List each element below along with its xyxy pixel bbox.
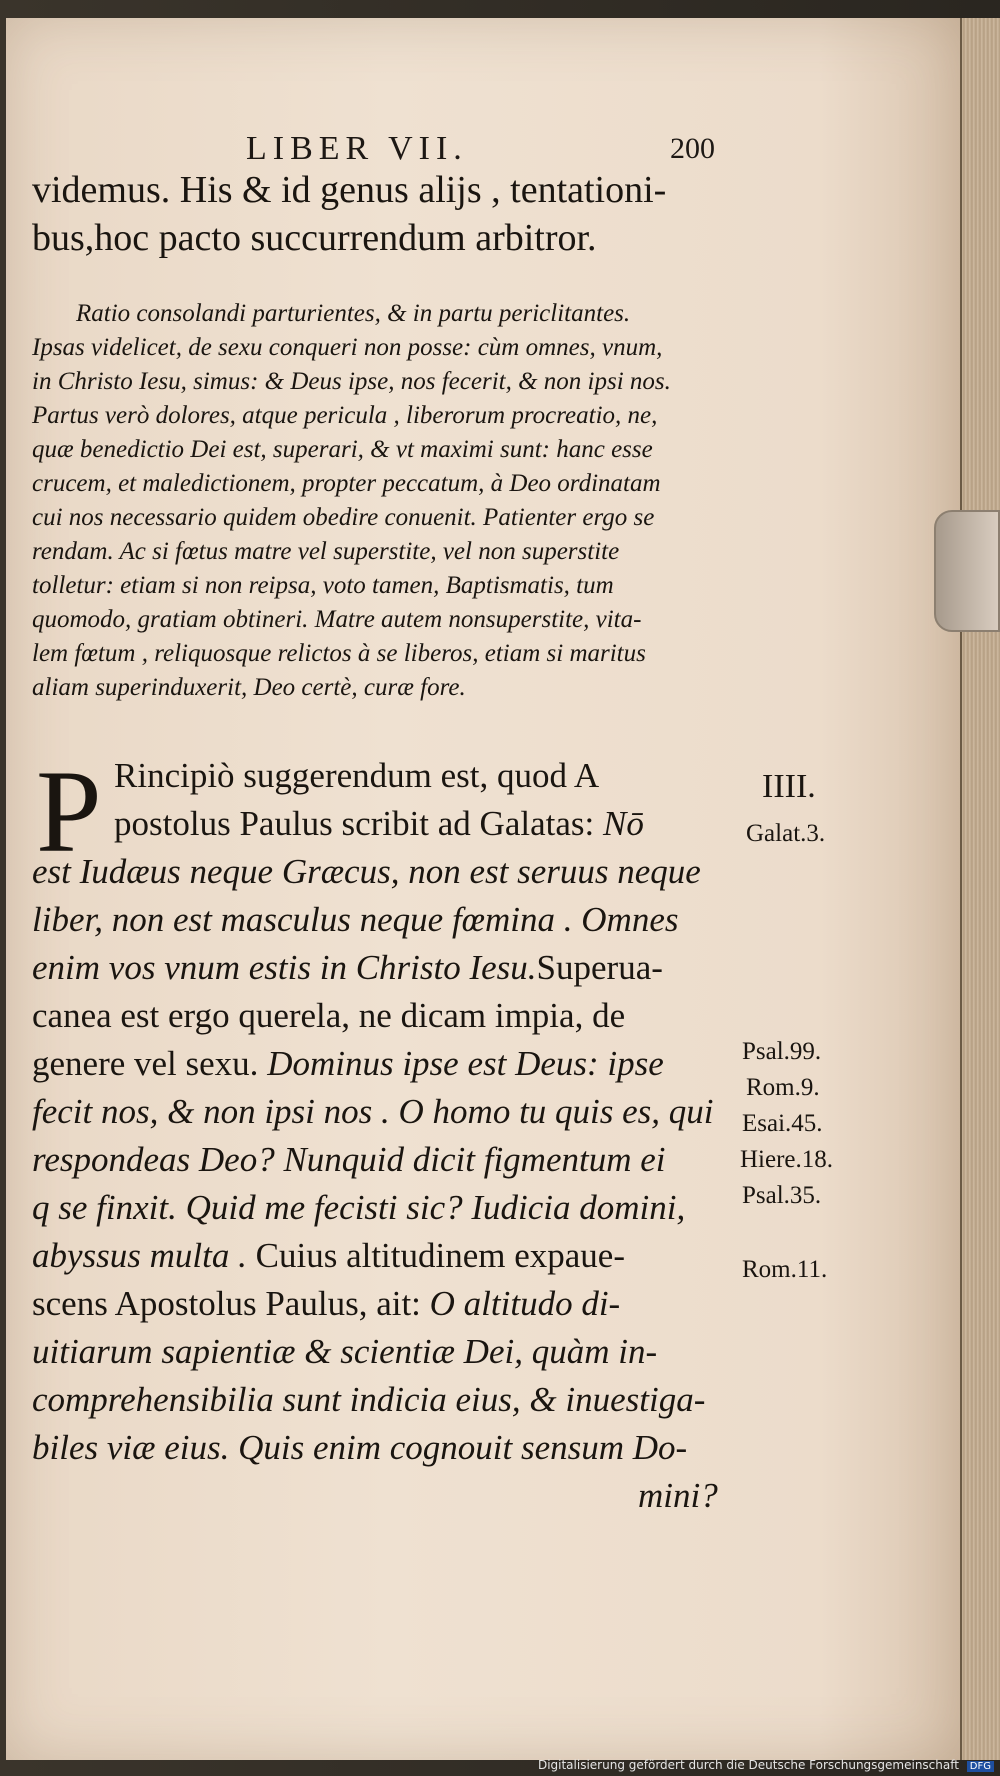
footer-credit bbox=[538, 1758, 994, 1772]
body-line bbox=[32, 852, 701, 892]
summary-line: quomodo, gratiam obtineri. Matre autem nonsuperstite, vita- bbox=[32, 606, 642, 633]
body-line bbox=[114, 756, 599, 796]
page-edge bbox=[960, 18, 1000, 1760]
summary-line: in Christo Iesu, simus: & Deus ipse, nos fecerit, & non ipsi nos. bbox=[32, 368, 671, 395]
body-line bbox=[114, 804, 644, 844]
body-italic: q se finxit. Quid me fecisti sic? Iudicia domini, bbox=[32, 1188, 686, 1227]
body-italic: respondeas Deo? Nunquid dicit figmentum ei bbox=[32, 1140, 666, 1179]
body-line bbox=[32, 1188, 685, 1228]
summary-line: tolletur: etiam si non reipsa, voto tamen, Baptismatis, tum bbox=[32, 572, 614, 599]
summary-line: aliam superinduxerit, Deo certè, curæ fore. bbox=[32, 674, 466, 701]
body-line bbox=[32, 1380, 705, 1420]
body-italic: fecit nos, & non ipsi nos . O homo tu quis es, qui bbox=[32, 1092, 714, 1131]
body-italic: comprehensibilia sunt indicia eius, & inuestiga- bbox=[32, 1380, 706, 1419]
body-line bbox=[32, 1332, 657, 1372]
margin-ref: Galat.3. bbox=[746, 820, 826, 847]
margin-ref: Esai.45. bbox=[742, 1110, 823, 1137]
page-number: 200 bbox=[670, 132, 715, 165]
summary-line: Ratio consolandi parturientes, & in partu periclitantes. bbox=[76, 300, 631, 327]
body-line bbox=[32, 1044, 664, 1084]
margin-ref: Rom.11. bbox=[742, 1256, 828, 1283]
summary-line: quæ benedictio Dei est, superari, & vt maximi sunt: hanc esse bbox=[32, 436, 653, 463]
footer-credit-text: Digitalisierung gefördert durch die Deutsche Forschungsgemeinschaft bbox=[537, 1758, 959, 1772]
body-italic: est Iudæus neque Græcus, non est seruus neque bbox=[32, 852, 701, 891]
body-roman: scens Apostolus Paulus, ait: bbox=[32, 1284, 421, 1323]
margin-ref: Rom.9. bbox=[746, 1074, 820, 1101]
body-italic: Dominus ipse est Deus: ipse bbox=[258, 1044, 664, 1083]
body-roman: postolus Paulus scribit ad Galatas: bbox=[114, 804, 595, 843]
summary-line: lem fœtum , reliquosque relictos à se liberos, etiam si maritus bbox=[32, 640, 646, 667]
book-clip bbox=[934, 510, 1000, 632]
body-line bbox=[32, 1284, 620, 1324]
body-italic: enim vos vnum estis in Christo Iesu. bbox=[32, 948, 537, 987]
body-line bbox=[32, 1236, 625, 1276]
body-roman: Superua- bbox=[536, 948, 663, 987]
body-line bbox=[32, 1140, 666, 1180]
intro-line: videmus. His & id genus alijs , tentationi- bbox=[32, 169, 667, 211]
body-roman: canea est ergo querela, ne dicam impia, de bbox=[32, 996, 626, 1035]
summary-line: cui nos necessario quidem obedire conuenit. Patienter ergo se bbox=[32, 504, 655, 531]
body-roman: Cuius altitudinem expaue- bbox=[246, 1236, 625, 1275]
summary-line: crucem, et maledictionem, propter peccatum, à Deo ordinatam bbox=[32, 470, 661, 497]
book-page bbox=[6, 18, 962, 1760]
margin-ref: Hiere.18. bbox=[740, 1146, 834, 1173]
body-italic: liber, non est masculus neque fœmina . Omnes bbox=[32, 900, 679, 939]
body-line bbox=[32, 1428, 687, 1468]
drop-capital: P bbox=[36, 746, 102, 877]
dfg-logo: DFG bbox=[967, 1761, 994, 1772]
body-italic: abyssus multa . bbox=[32, 1236, 247, 1275]
body-roman: Rincipiò suggerendum est, quod A bbox=[114, 756, 600, 795]
body-line bbox=[32, 996, 625, 1036]
running-head-title: LIBER VII. bbox=[246, 130, 468, 167]
body-line bbox=[32, 1092, 714, 1132]
margin-ref: Psal.99. bbox=[742, 1038, 822, 1065]
intro-line: bus,hoc pacto succurrendum arbitror. bbox=[32, 217, 597, 259]
summary-line: Ipsas videlicet, de sexu conqueri non posse: cùm omnes, vnum, bbox=[32, 334, 663, 361]
summary-line: rendam. Ac si fœtus matre vel superstite, vel non superstite bbox=[32, 538, 620, 565]
body-italic: mini? bbox=[638, 1476, 718, 1515]
body-italic: biles viæ eius. Quis enim cognouit sensum Do- bbox=[32, 1428, 688, 1467]
section-number: IIII. bbox=[762, 768, 816, 805]
body-line bbox=[32, 948, 663, 988]
summary-line: Partus verò dolores, atque pericula , liberorum procreatio, ne, bbox=[32, 402, 658, 429]
body-italic: uitiarum sapientiæ & scientiæ Dei, quàm in- bbox=[32, 1332, 658, 1371]
body-roman: genere vel sexu. bbox=[32, 1044, 259, 1083]
body-italic: O altitudo di- bbox=[420, 1284, 621, 1323]
body-italic: Nō bbox=[594, 804, 644, 843]
body-line bbox=[32, 900, 678, 940]
margin-ref: Psal.35. bbox=[742, 1182, 822, 1209]
catchword bbox=[638, 1476, 718, 1516]
